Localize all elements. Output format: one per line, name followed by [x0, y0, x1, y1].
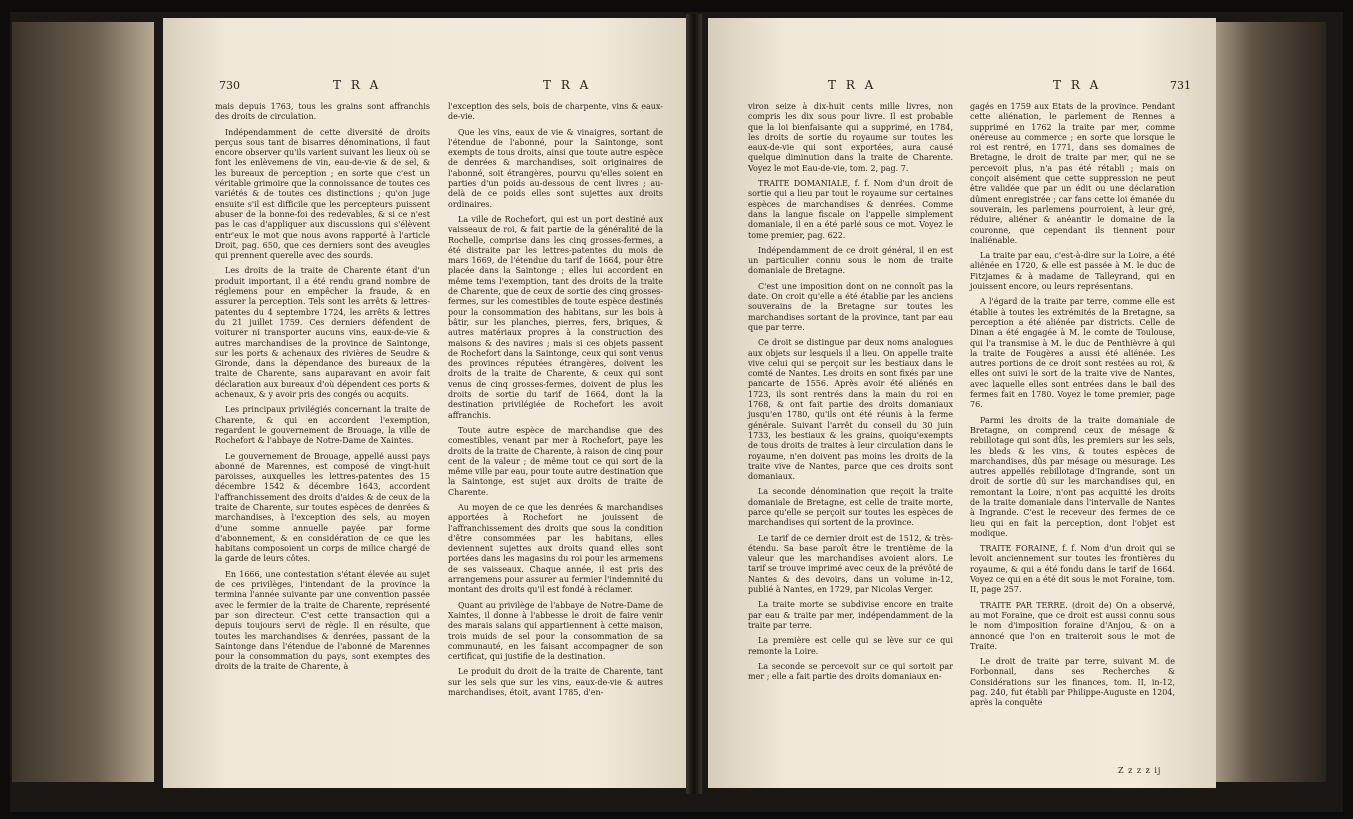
left-page-header: [219, 78, 240, 92]
left-running-head-1: T R A: [333, 78, 382, 92]
left-page-column-2: [448, 102, 663, 703]
paragraph: mais depuis 1763, tous les grains sont affranchis des droits de circulation.: [215, 102, 430, 122]
left-page-column-1: [215, 102, 430, 678]
book-gutter: [686, 14, 702, 794]
paragraph: TRAITE PAR TERRE. (droit de) On a observé, au mot Foraine, que ce droit est aussi connu sous le nom d'imposition foraine d'Anjou, & on a annoncé que l'on en traiteroit sous le mot de Traite.: [970, 600, 1175, 651]
paragraph: Indépendamment de ce droit général, il en est un particulier connu sous le nom de traite domaniale de Bretagne.: [748, 245, 953, 276]
paragraph: TRAITE FORAINE, f. f. Nom d'un droit qui se levoit anciennement sur toutes les frontières du royaume, & qui a été fondu dans le tarif de 1664. Voyez ce qui en a été dit sous le mot Foraine, tom. II, page 257.: [970, 544, 1175, 595]
left-page: [163, 18, 701, 788]
paragraph: Que les vins, eaux de vie & vinaigres, sortant de l'étendue de l'abonné, pour la Saintonge, sont exempts de tous droits, ainsi que toute autre espèce de denrées & marchandises, soit originaires de l'abonné, soit étrangères, pourvu qu'elles soient en parties d'un poids au-dessous de cent livres ; au-delà de ce poids elles sont sujettes aux droits ordinaires.: [448, 127, 663, 209]
paragraph: Le produit du droit de la traite de Charente, tant sur les sels que sur les vins, eaux-de-vie & autres marchandises, étoit, avant 1785, d'en-: [448, 667, 663, 698]
right-page-header: [1170, 78, 1191, 92]
paragraph: Indépendamment de cette diversité de droits perçus sous tant de bisarres dénominations, il faut encore observer qu'ils varient suivant les lieux où se font les enlèvemens de vin, eau-de-vie & de sel, & les bureaux de perception ; en sorte que c'est un véritable grimoire que la connoissance de toutes ces variétés & de toutes ces distinctions ; qu'on juge ensuite s'il est difficile que les percepteurs puissent abuser de la bonne-foi des redevables, & si ce n'est pas le cas d'appliquer aux discussions qui s'élèvent entr'eux le mot que nous avons rapporté à l'article Droit, pag. 650, que ces derniers sont des aveugles qui prennent querelle avec des sourds.: [215, 127, 430, 261]
paragraph: Au moyen de ce que les denrées & marchandises apportées à Rochefort ne jouissent de l'affranchissement des droits que sous la condition d'être consommées par les habitans, elles deviennent sujettes aux droits quand elles sont portées dans les magasins du roi pour les armemens de ses vaisseaux. Chaque année, il est pris des arrangemens pour assurer au fermier l'indemnité du montant des droits qu'il est fondé à réclamer.: [448, 502, 663, 595]
right-running-head-2: T R A: [1053, 78, 1102, 92]
catchword-signature: Z z z z ij: [1118, 766, 1162, 775]
left-book-edge: [12, 22, 154, 782]
paragraph: TRAITE DOMANIALE, f. f. Nom d'un droit de sortie qui a lieu par tout le royaume sur certaines espèces de marchandises & denrées. Comme dans la langue fiscale on l'appelle simplement domaniale, il en a été parlé sous ce mot. Voyez le tome premier, pag. 622.: [748, 179, 953, 240]
page-number-right: 731: [1170, 79, 1191, 92]
paragraph: Toute autre espèce de marchandise que des comestibles, venant par mer à Rochefort, paye les droits de la traite de Charente, à raison de cinq pour cent de la valeur ; de même tout ce qui sort de la même ville par eau, pour toute autre destination que la Saintonge, est sujet aux droits de traite de Charente.: [448, 425, 663, 497]
paragraph: Le gouvernement de Brouage, appellé aussi pays abonné de Marennes, est composé de vingt-huit paroisses, auxquelles les lettres-patentes des 15 décembre 1542 & décembre 1643, accordent l'affranchissement des droits d'aides & de ceux de la traite de Charente, sur toutes espèces de denrées & marchandises, à l'exception des sels, au moyen d'une somme annuelle payée par forme d'abonnement, & en considération de ce que les habitans composoient un corps de milice chargé de la garde de leurs côtes.: [215, 451, 430, 564]
paragraph: Le droit de traite par terre, suivant M. de Forbonnail, dans ses Recherches & Considérations sur les finances, tom. II, in-12, pag. 240, fut établi par Philippe-Auguste en 1204, après la conquête: [970, 657, 1175, 708]
paragraph: La première est celle qui se lève sur ce qui remonte la Loire.: [748, 636, 953, 656]
right-running-head-1: T R A: [828, 78, 877, 92]
paragraph: A l'égard de la traite par terre, comme elle est établie à toutes les extrémités de la Bretagne, sa perception a été aliénée par districts. Celle de Dinan a été engagée à M. le comte de Toulouse, qui l'a transmise à M. le duc de Penthièvre à qui la traite de Fougères a aussi été aliénée. Les autres portions de ce droit sont restées au roi, & elles ont suivi le sort de la traite vive de Nantes, avec laquelle elles sont entrées dans le bail des fermes fait en 1780. Voyez le tome premier, page 76.: [970, 297, 1175, 410]
paragraph: Le tarif de ce dernier droit est de 1512, & très-étendu. Sa base paroît être le trentième de la valeur que les marchandises avoient alors. Le tarif se trouve imprimé avec ceux de la prévôté de Nantes & des devoirs, dans un volume in-12, publié à Nantes, en 1729, par Nicolas Verger.: [748, 533, 953, 595]
left-running-head-2: T R A: [543, 78, 592, 92]
right-page-column-1: [748, 102, 953, 687]
paragraph: La traite par eau, c'est-à-dire sur la Loire, a été aliénée en 1720, & elle est passée à M. le duc de Fitzjames & à madame de Talleyrand, qui en jouissent encore, ou leurs représentans.: [970, 251, 1175, 292]
paragraph: La ville de Rochefort, qui est un port destiné aux vaisseaux de roi, & fait partie de la généralité de la Rochelle, comprise dans les cinq grosses-fermes, a été distraite par les lettres-patentes du mois de mars 1669, de l'étendue du tarif de 1664, pour être placée dans la Saintonge ; elles lui accordent en même tems l'exemption, tant des droits de la traite de Charente, que de ceux de sortie des cinq grosses-fermes, sur les comestibles de toute espèce destinés pour la consommation des habitans, sur les bois à bâtir, sur les planches, pierres, fers, briques, & autres matériaux propres à la construction des maisons & des navires ; mais si ces objets passent de Rochefort dans la Saintonge, ceux qui sont venus des provinces réputées étrangères, doivent les droits de la traite de Charente, & ceux qui sont venus de cinq grosses-fermes, doivent de plus les droits de sortie du tarif de 1664, dont la la destination privilégiée de Rochefort les avoit affranchis.: [448, 214, 663, 420]
right-page: [708, 18, 1216, 788]
paragraph: Ce droit se distingue par deux noms analogues aux objets sur lesquels il a lieu. On appelle traite vive celui qui se perçoit sur les bestiaux dans le comté de Nantes. Les droits en sont fixés par une pancarte de 1556. Après avoir été aliénés en 1723, ils sont rentrés dans la main du roi en 1768, & ont fait partie des droits domaniaux jusqu'en 1780, qu'ils ont été réunis à la ferme générale. Suivant l'arrêt du conseil du 30 juin 1733, les bestiaux & les grains, quoiqu'exempts de tous droits de traites à leur circulation dans le royaume, n'en doivent pas moins les droits de la traite vive de Nantes, parce que ces droits sont domaniaux.: [748, 338, 953, 482]
paragraph: C'est une imposition dont on ne connoît pas la date. On croit qu'elle a été établie par les anciens souverains de la Bretagne sur toutes les marchandises sortant de la province, tant par eau que par terre.: [748, 281, 953, 332]
paragraph: Les droits de la traite de Charente étant d'un produit important, il a été rendu grand nombre de réglemens pour en empêcher la fraude, & en assurer la perception. Tels sont les arrêts & lettres-patentes du 4 septembre 1724, les arrêts & lettres du 21 juillet 1759. Ces derniers défendent de voiturer ni transporter aucuns vins, eaux-de-vie & autres marchandises de la province de Saintonge, sur les ports & achenaux des rivières de Seudre & Gironde, dans la dépendance des bureaux de la traite de Charente, sans auparavant en avoir fait déclaration aux bureaux d'où dépendent ces ports & achenaux, & y avoir pris des congés ou acquits.: [215, 266, 430, 400]
paragraph: Quant au privilège de l'abbaye de Notre-Dame de Xaintes, il donne à l'abbesse le droit de faire venir des marais salans qui appartiennent à cette maison, trois muids de sel pour la consommation de sa communauté, en les faisant accompagner de son certificat, qui justifie de la destination.: [448, 600, 663, 662]
paragraph: Les principaux privilégiés concernant la traite de Charente, & qui en accordent l'exemption, regardent le gouvernement de Brouage, la ville de Rochefort & l'abbaye de Notre-Dame de Xaintes.: [215, 405, 430, 446]
paragraph: La seconde se percevoit sur ce qui sortoit par mer ; elle a fait partie des droits domaniaux en-: [748, 661, 953, 682]
paragraph: gagés en 1759 aux Etats de la province. Pendant cette aliénation, le parlement de Rennes a supprimé en 1762 la traite par mer, comme onéreuse au commerce ; en sorte que lorsque le roi est rentré, en 1771, dans ses domaines de Bretagne, le droit de traite par mer, qui ne se percevoit plus, n'a pas été rétabli ; mais on conçoit aisément que cette suppression ne peut être validée que par un édit ou une déclaration dûment enregistrée ; car fans cette loi émanée du souverain, les parlemens pourroient, à leur gré, réduire, aliéner & anéantir le domaine de la couronne, que cependant ils tiennent pour inaliénable.: [970, 102, 1175, 245]
paragraph: Parmi les droits de la traite domaniale de Bretagne, on comprend ceux de mésage & rebillotage qui sont dûs, les premiers sur les sels, les bleds & les vins, & toutes espèces de marchandises, dûs par mésage ou mesurage. Les autres appellés rebillotage d'Ingrande, sont un droit de sortie dû sur les marchandises qui, en remontant la Loire, n'ont pas acquitté les droits de la traite domaniale dans l'intervalle de Nantes à Ingrande. C'est le receveur des fermes de ce lieu qui en fait la perception, dont l'objet est modique.: [970, 415, 1175, 538]
paragraph: La traite morte se subdivise encore en traite par eau & traite par mer, indépendamment de la traite par terre.: [748, 600, 953, 630]
paragraph: l'exception des sels, bois de charpente, vins & eaux-de-vie.: [448, 102, 663, 122]
page-number-left: 730: [219, 79, 240, 92]
right-book-edge: [1204, 22, 1326, 782]
right-page-column-2: [970, 102, 1175, 714]
paragraph: La seconde dénomination que reçoit la traite domaniale de Bretagne, est celle de traite morte, parce qu'elle se perçoit sur toutes les espèces de marchandises qui sortent de la province.: [748, 487, 953, 528]
paragraph: viron seize à dix-huit cents mille livres, non compris les dix sous pour livre. Il est probable que la loi bienfaisante qui a supprimé, en 1784, les droits de sortie du royaume sur toutes les eaux-de-vie qui sont exportées, aura causé quelque diminution dans la traite de Charente. Voyez le mot Eau-de-vie, tom. 2, pag. 7.: [748, 102, 953, 173]
paragraph: En 1666, une contestation s'étant élevée au sujet de ces privilèges, l'intendant de la province la termina l'année suivante par une convention passée avec le fermier de la traite de Charente, représenté par son directeur. C'est cette transaction qui a depuis toujours servi de règle. Il en résulte, que toutes les marchandises & denrées, passant de la Saintonge dans l'étendue de l'abonné de Marennes pour la consommation du pays, sont exemptes des droits de la traite de Charente, à: [215, 569, 430, 672]
